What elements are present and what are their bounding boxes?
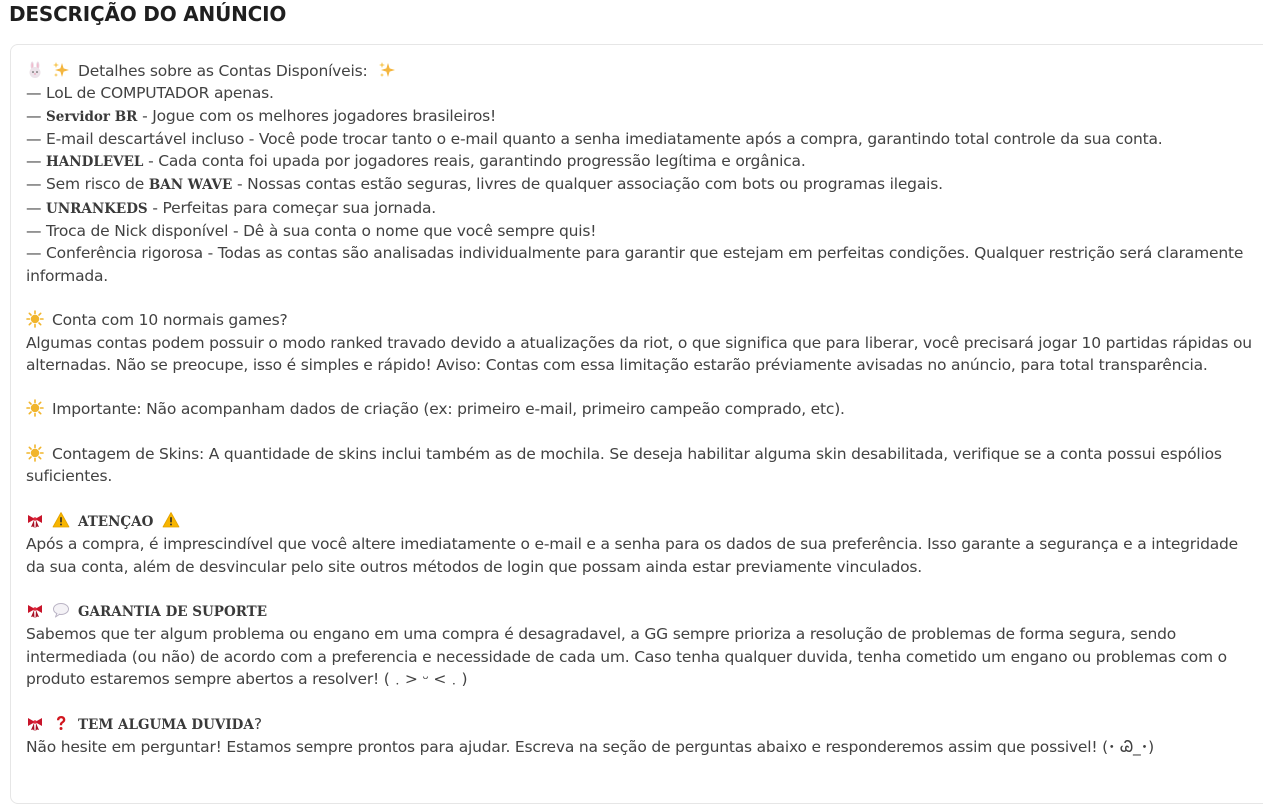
attention-body: Após a compra, é imprescindível que você altere imediatamente o e-mail e a senha para os dados de sua preferência. Isso garante a segurança e a integridade da sua conta, além de desvincular pelo site outros métodos de login que possam ainda estar previamente vinculados. bbox=[26, 535, 1238, 576]
ribbon-icon bbox=[26, 511, 44, 529]
details-title: Detalhes sobre as Contas Disponíveis: bbox=[78, 62, 368, 80]
attention-header bbox=[26, 510, 1258, 533]
sun-icon bbox=[26, 444, 44, 462]
detail-line: — UNRANKEDS - Perfeitas para começar sua jornada. bbox=[26, 198, 437, 217]
detail-line: — Sem risco de BAN WAVE - Nossas contas estão seguras, livres de qualquer associação com bots ou programas ilegais. bbox=[26, 175, 943, 194]
skins-paragraph bbox=[26, 443, 1258, 488]
important-text: Importante: Não acompanham dados de criação (ex: primeiro e-mail, primeiro campeão comprado, etc). bbox=[52, 400, 845, 419]
rabbit-icon bbox=[26, 61, 44, 79]
detail-line: — E-mail descartável incluso - Você pode trocar tanto o e-mail quanto a senha imediatamente após a compra, garantindo total controle da sua conta. bbox=[26, 129, 1163, 148]
details-header bbox=[26, 60, 1258, 82]
sparkles-icon bbox=[378, 61, 396, 79]
ad-description bbox=[26, 60, 1258, 758]
question-body: Não hesite em perguntar! Estamos sempre prontos para ajudar. Escreva na seção de perguntas abaixo e responderemos assim que possivel! (･ Ꮚ_･) bbox=[26, 737, 1154, 756]
support-title: GARANTIA DE SUPORTE bbox=[78, 604, 268, 621]
attention-title: ATENÇAO bbox=[78, 513, 154, 530]
sparkles-icon bbox=[52, 61, 70, 79]
sun-icon bbox=[26, 310, 44, 328]
support-body: Sabemos que ter algum problema ou engano em uma compra é desagradavel, a GG sempre prioriza a resolução de problemas de forma segura, sendo intermediada (ou não) de acordo com a preferencia e necessidade de cada um. Caso tenha qualquer duvida, tenha cometido um engano ou problemas com o produto estaremos sempre abertos a resolver! (﹒> ᵕ <﹒) bbox=[26, 625, 1227, 689]
spacer bbox=[26, 488, 1258, 510]
question-mark-icon bbox=[52, 714, 70, 732]
normal-games-body: Algumas contas podem possuir o modo ranked travado devido a atualizações da riot, o que significa que para liberar, você precisará jogar 10 partidas rápidas ou alternadas. Não se preocupe, isso é simples e rápido! Aviso: Contas com essa limitação estarão préviamente avisadas no anúncio, para total transparência. bbox=[26, 333, 1252, 374]
warning-icon bbox=[52, 511, 70, 529]
spacer bbox=[26, 421, 1258, 443]
normal-games-title: Conta com 10 normais games? bbox=[52, 311, 288, 330]
skins-text: Contagem de Skins: A quantidade de skins inclui também as de mochila. Se deseja habilitar alguma skin desabilitada, verifique se a conta possui espólios suficientes. bbox=[26, 445, 1222, 486]
speech-bubble-icon bbox=[52, 601, 70, 619]
detail-line: — Conferência rigorosa - Todas as contas são analisadas individualmente para garantir que estejam em perfeitas condições. Qualquer restrição será claramente informada. bbox=[26, 244, 1244, 285]
detail-line: — LoL de COMPUTADOR apenas. bbox=[26, 84, 274, 103]
detail-line: — HANDLEVEL - Cada conta foi upada por jogadores reais, garantindo progressão legítima e orgânica. bbox=[26, 152, 806, 171]
spacer bbox=[26, 578, 1258, 600]
support-header bbox=[26, 600, 1258, 623]
question-title: TEM ALGUMA DUVIDA bbox=[78, 716, 254, 733]
ribbon-icon bbox=[26, 714, 44, 732]
normal-games-header bbox=[26, 309, 1258, 331]
question-header bbox=[26, 713, 1258, 736]
spacer bbox=[26, 376, 1258, 398]
detail-line: — Troca de Nick disponível - Dê à sua conta o nome que você sempre quis! bbox=[26, 222, 597, 241]
important-line bbox=[26, 398, 1258, 420]
question-title-suffix: ? bbox=[253, 714, 262, 733]
sun-icon bbox=[26, 399, 44, 417]
spacer bbox=[26, 287, 1258, 309]
warning-icon bbox=[162, 511, 180, 529]
spacer bbox=[26, 690, 1258, 712]
detail-line: — Servidor BR - Jogue com os melhores jogadores brasileiros! bbox=[26, 106, 496, 125]
ribbon-icon bbox=[26, 601, 44, 619]
page-title: DESCRIÇÃO DO ANÚNCIO bbox=[9, 2, 287, 26]
